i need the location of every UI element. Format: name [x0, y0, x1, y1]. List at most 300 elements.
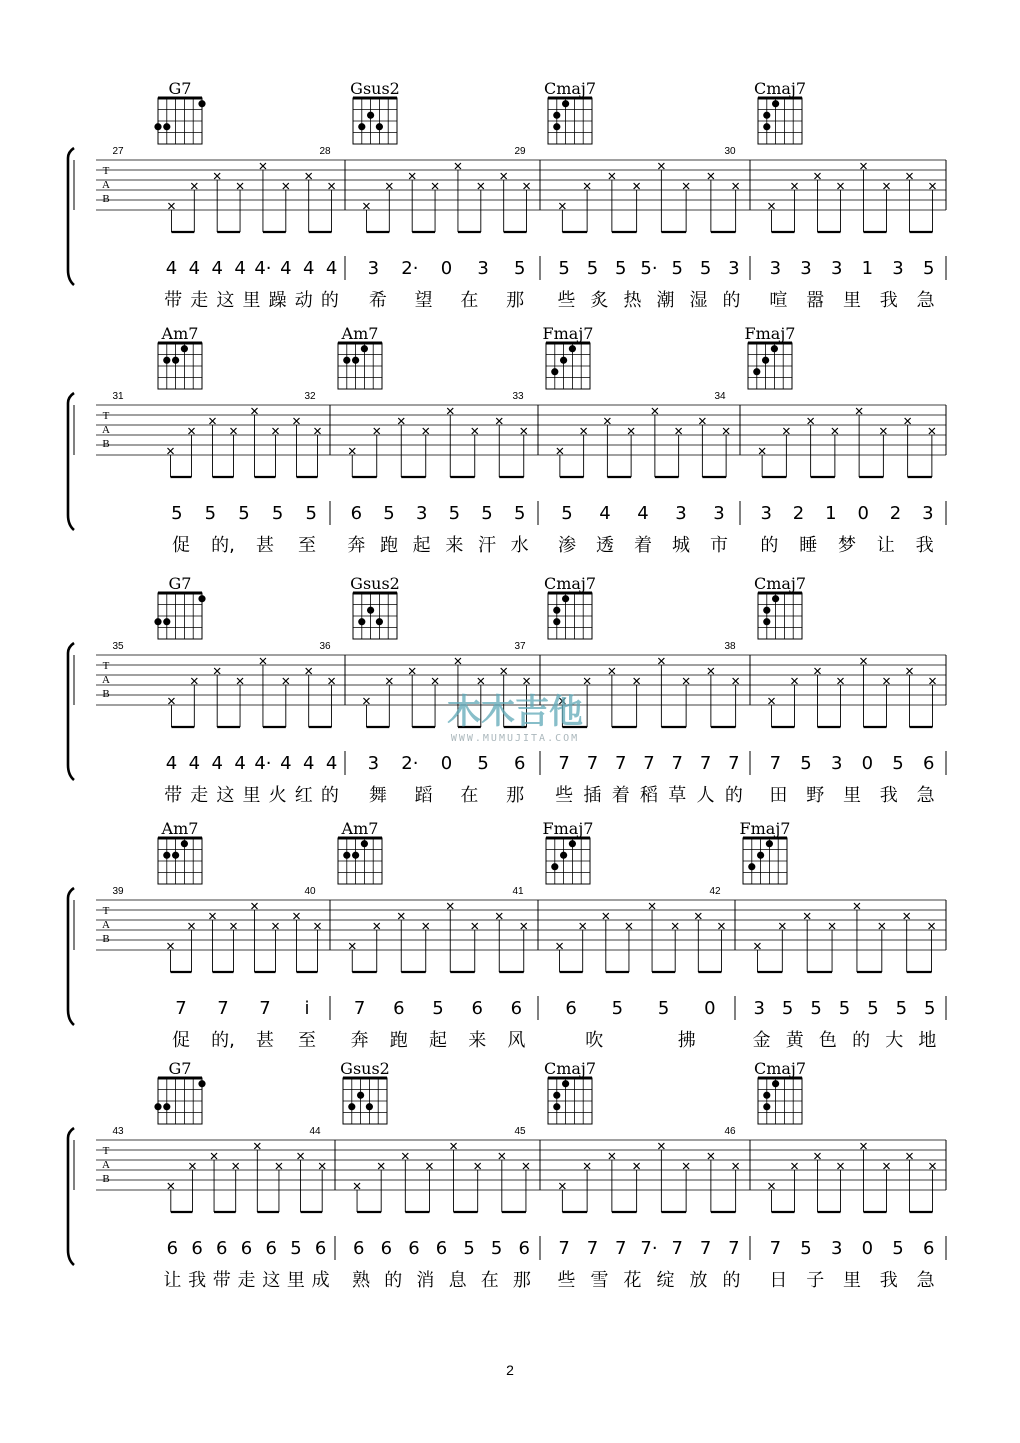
finger-dot: [154, 618, 161, 625]
x-note: [861, 163, 867, 169]
jianpu-note: 3: [892, 258, 904, 279]
jianpu-note: 0: [440, 258, 453, 279]
x-note: [815, 1153, 821, 1159]
x-note: [584, 1163, 590, 1169]
chord-name: Cmaj7: [753, 1059, 807, 1078]
jianpu-note: 5: [204, 503, 217, 524]
system-brace-top: [68, 1128, 74, 1138]
jianpu-note: 6: [265, 1238, 277, 1259]
x-note: [672, 923, 678, 929]
lyric-char: 潮: [656, 290, 675, 311]
lyric-char: 促: [172, 535, 190, 556]
finger-dot: [553, 112, 560, 119]
x-note: [496, 913, 502, 919]
jianpu-note: 6: [408, 1238, 420, 1259]
finger-dot: [553, 607, 560, 614]
system-brace-top: [68, 643, 74, 653]
jianpu-note: 4: [211, 753, 223, 774]
x-note: [907, 668, 913, 674]
lyric-char: 起: [412, 535, 431, 556]
lyric-char: 的,: [211, 1030, 235, 1051]
lyric-char: 急: [916, 290, 935, 311]
jianpu-note: 5: [922, 258, 935, 279]
lyric-char: 汗: [478, 535, 496, 556]
lyric-char: 风: [507, 1030, 526, 1051]
jianpu-note: 6: [435, 1238, 448, 1259]
system-brace-top: [68, 393, 74, 403]
chord-name: Am7: [341, 819, 379, 838]
x-note: [880, 428, 886, 434]
jianpu-note: 7: [769, 753, 782, 774]
chord-diagram: [543, 324, 594, 389]
x-note: [252, 408, 258, 414]
staff-system: [68, 1059, 946, 1291]
lyric-char: 走: [190, 290, 209, 311]
measure-number: 39: [112, 886, 124, 897]
finger-dot: [553, 1092, 560, 1099]
x-note: [769, 698, 775, 704]
x-note: [733, 183, 739, 189]
lyric-char: 在: [460, 290, 479, 311]
x-note: [398, 913, 404, 919]
lyric-char: 炙: [590, 290, 609, 311]
x-note: [237, 183, 243, 189]
x-note: [189, 1163, 195, 1169]
lyric-char: 我: [915, 535, 934, 556]
x-note: [884, 1163, 890, 1169]
finger-dot: [357, 1092, 364, 1099]
x-note: [658, 1143, 664, 1149]
jianpu-note: 7: [353, 998, 366, 1019]
jianpu-note: 6: [350, 503, 363, 524]
jianpu-note: 4: [280, 258, 292, 279]
finger-dot: [772, 1080, 779, 1087]
x-note: [211, 1153, 217, 1159]
lyric-char: 我: [879, 290, 898, 311]
lyric-char: 这: [216, 290, 235, 311]
jianpu-note: 7: [558, 1238, 570, 1259]
jianpu-note: 5: [699, 258, 712, 279]
x-note: [189, 428, 195, 434]
jianpu-note: 5: [800, 753, 812, 774]
lyric-char: 甚: [256, 535, 274, 556]
x-note: [733, 1163, 739, 1169]
chord-name: G7: [168, 79, 192, 98]
x-note: [804, 913, 810, 919]
jianpu-note: 7: [586, 753, 599, 774]
lyric-char: 地: [918, 1030, 937, 1051]
lyric-char: 些: [557, 1270, 576, 1291]
finger-dot: [763, 1092, 770, 1099]
jianpu-note: 6: [922, 1238, 935, 1259]
lyric-char: 促: [172, 1030, 190, 1051]
x-note: [658, 163, 664, 169]
x-note: [273, 428, 279, 434]
x-note: [306, 173, 312, 179]
measure-number: 40: [304, 886, 316, 897]
x-note: [214, 173, 220, 179]
x-note: [832, 428, 838, 434]
x-note: [283, 183, 289, 189]
finger-dot: [562, 595, 569, 602]
x-note: [298, 1153, 304, 1159]
lyric-char: 奔: [350, 1030, 369, 1051]
measure-number: 33: [512, 391, 524, 402]
jianpu-note: 5: [558, 258, 570, 279]
jianpu-note: 7: [175, 998, 187, 1019]
lyric-char: 舞: [368, 785, 387, 806]
jianpu-note: 7: [614, 1238, 627, 1259]
chord-name: Cmaj7: [543, 79, 597, 98]
finger-dot: [569, 840, 576, 847]
x-note: [683, 183, 689, 189]
x-note: [168, 448, 174, 454]
jianpu-note: 0: [861, 1238, 874, 1259]
x-note: [283, 678, 289, 684]
lyric-char: 带: [164, 290, 183, 311]
jianpu-note: 3: [769, 258, 782, 279]
x-note: [609, 668, 615, 674]
x-note: [604, 418, 610, 424]
measure-number: 44: [309, 1126, 321, 1137]
tab-letter: B: [102, 438, 110, 450]
system-brace: [68, 653, 74, 780]
x-note: [723, 428, 729, 434]
x-note: [808, 418, 814, 424]
jianpu-note: 2: [889, 503, 902, 524]
jianpu-note: 5: [383, 503, 395, 524]
lyric-char: 消: [416, 1270, 435, 1291]
lyric-char: 的,: [211, 535, 235, 556]
chord-name: G7: [168, 1059, 192, 1078]
jianpu-note: 3: [367, 753, 380, 774]
jianpu-note: 2·: [401, 258, 419, 279]
jianpu-note: 5: [895, 998, 908, 1019]
jianpu-note: 5: [448, 503, 461, 524]
jianpu-note: 5·: [640, 258, 658, 279]
staff-system: [68, 819, 946, 1051]
finger-dot: [551, 368, 558, 375]
jianpu-note: 6: [393, 998, 405, 1019]
x-note: [252, 903, 258, 909]
jianpu-note: 3: [830, 258, 843, 279]
staff-system: [68, 79, 946, 311]
x-note: [447, 903, 453, 909]
jianpu-note: 3: [753, 998, 765, 1019]
lyric-char: 日: [769, 1270, 788, 1291]
tab-letter: A: [102, 179, 110, 191]
finger-dot: [560, 357, 567, 364]
finger-dot: [172, 852, 179, 859]
x-note: [521, 923, 527, 929]
jianpu-note: 4: [188, 753, 201, 774]
lyric-char: 的: [722, 1270, 741, 1291]
x-note: [447, 408, 453, 414]
finger-dot: [348, 1103, 355, 1110]
chord-diagram: [338, 819, 382, 884]
measure-number: 46: [724, 1126, 736, 1137]
measure-number: 35: [112, 641, 124, 652]
jianpu-note: 6: [380, 1238, 393, 1259]
measure-number: 30: [724, 146, 736, 157]
chord-name: Cmaj7: [543, 1059, 597, 1078]
jianpu-note: 1: [861, 258, 874, 279]
finger-dot: [154, 123, 161, 130]
jianpu-note: 5: [477, 753, 489, 774]
jianpu-note: 4: [325, 258, 338, 279]
x-note: [609, 173, 615, 179]
tab-letter: A: [102, 674, 110, 686]
finger-dot: [352, 852, 359, 859]
jianpu-note: 6: [314, 1238, 327, 1259]
watermark: [430, 684, 600, 744]
jianpu-note: 5: [586, 258, 599, 279]
jianpu-note: 6: [471, 998, 483, 1019]
jianpu-note: 5: [513, 258, 526, 279]
x-note: [374, 428, 380, 434]
x-note: [708, 1153, 714, 1159]
chord-diagram: [350, 79, 400, 144]
x-note: [733, 678, 739, 684]
chord-name: Am7: [161, 324, 199, 343]
jianpu-note: 4: [280, 753, 292, 774]
x-note: [432, 183, 438, 189]
jianpu-note: 7: [671, 1238, 684, 1259]
chord-name: G7: [168, 574, 192, 593]
lyric-char: 蹈: [414, 785, 433, 806]
x-note: [580, 923, 586, 929]
chord-name: Gsus2: [350, 574, 400, 593]
chord-name: Cmaj7: [753, 79, 807, 98]
lyric-char: 插: [583, 785, 602, 806]
x-note: [792, 1163, 798, 1169]
finger-dot: [154, 1103, 161, 1110]
x-note: [907, 173, 913, 179]
jianpu-note: 4: [234, 258, 246, 279]
x-note: [652, 408, 658, 414]
jianpu-note: 7: [217, 998, 229, 1019]
lyric-char: 市: [710, 535, 728, 556]
finger-dot: [562, 1080, 569, 1087]
x-note: [708, 173, 714, 179]
x-note: [557, 448, 563, 454]
x-note: [683, 1163, 689, 1169]
x-note: [315, 428, 321, 434]
jianpu-note: 5: [810, 998, 822, 1019]
tab-letter: T: [102, 410, 110, 422]
finger-dot: [367, 607, 374, 614]
x-note: [676, 428, 682, 434]
x-note: [856, 408, 862, 414]
system-brace: [68, 403, 74, 530]
lyric-char: 睡: [799, 535, 818, 556]
x-note: [374, 923, 380, 929]
tab-letter: A: [102, 919, 110, 931]
lyric-char: 子: [806, 1270, 825, 1291]
tab-letter: T: [102, 165, 110, 177]
jianpu-note: 6: [191, 1238, 203, 1259]
jianpu-note: 4: [188, 258, 201, 279]
lyric-char: 绽: [656, 1270, 675, 1291]
x-note: [478, 183, 484, 189]
chord-name: Am7: [161, 819, 199, 838]
finger-dot: [198, 1080, 205, 1087]
tab-letter: T: [102, 905, 110, 917]
x-note: [884, 183, 890, 189]
jianpu-note: 0: [704, 998, 716, 1019]
lyric-char: 里: [286, 1270, 305, 1291]
jianpu-note: 5: [867, 998, 879, 1019]
measure-number: 37: [514, 641, 526, 652]
x-note: [879, 923, 885, 929]
x-note: [905, 418, 911, 424]
jianpu-note: 5: [838, 998, 851, 1019]
lyric-char: 我: [879, 1270, 898, 1291]
measure-number: 38: [724, 641, 736, 652]
x-note: [260, 163, 266, 169]
x-note: [231, 428, 237, 434]
x-note: [854, 903, 860, 909]
chord-diagram: [154, 574, 205, 639]
x-note: [695, 913, 701, 919]
x-note: [815, 668, 821, 674]
lyric-char: 着: [634, 535, 652, 556]
x-note: [349, 448, 355, 454]
x-note: [658, 658, 664, 664]
x-note: [634, 183, 640, 189]
x-note: [930, 678, 936, 684]
tab-letter: B: [102, 933, 110, 945]
x-note: [315, 923, 321, 929]
lyric-char: 奔: [347, 535, 366, 556]
lyric-char: 来: [445, 535, 464, 556]
x-note: [759, 448, 765, 454]
lyric-char: 水: [510, 535, 529, 556]
lyric-char: 我: [188, 1270, 207, 1291]
staff-system: [68, 324, 946, 556]
measure-number: 36: [319, 641, 331, 652]
chord-name: Fmaj7: [542, 819, 594, 838]
finger-dot: [763, 1103, 770, 1110]
jianpu-note: 3: [800, 258, 812, 279]
finger-dot: [551, 863, 558, 870]
lyric-char: 那: [512, 1270, 531, 1291]
finger-dot: [766, 840, 773, 847]
chord-name: Gsus2: [350, 79, 400, 98]
x-note: [783, 428, 789, 434]
jianpu-note: 7: [728, 1238, 740, 1259]
x-note: [168, 203, 174, 209]
lyric-char: 来: [468, 1030, 487, 1051]
lyric-char: 躁: [268, 290, 287, 311]
x-note: [273, 923, 279, 929]
lyric-char: 里: [843, 290, 861, 311]
x-note: [523, 1163, 529, 1169]
x-note: [904, 913, 910, 919]
lyric-char: 走: [190, 785, 209, 806]
x-note: [168, 943, 174, 949]
tab-letter: B: [102, 193, 110, 205]
finger-dot: [163, 618, 170, 625]
jianpu-note: 6: [166, 1238, 179, 1259]
finger-dot: [553, 1103, 560, 1110]
x-note: [409, 668, 415, 674]
measure-number: 34: [714, 391, 726, 402]
chord-name: Am7: [341, 324, 379, 343]
lyric-char: 金: [752, 1030, 771, 1051]
finger-dot: [762, 357, 769, 364]
x-note: [792, 678, 798, 684]
jianpu-note: 5: [611, 998, 624, 1019]
jianpu-note: 6: [353, 1238, 365, 1259]
measure-number: 31: [112, 391, 124, 402]
finger-dot: [163, 123, 170, 130]
system-brace: [68, 1138, 74, 1265]
lyric-char: 带: [164, 785, 183, 806]
jianpu-note: 7: [586, 1238, 599, 1259]
system-brace-top: [68, 888, 74, 898]
jianpu-note: 5: [171, 503, 183, 524]
x-note: [634, 1163, 640, 1169]
x-note: [276, 1163, 282, 1169]
lyric-char: 带: [212, 1270, 231, 1291]
lyric-char: 里: [242, 290, 261, 311]
x-note: [472, 923, 478, 929]
x-note: [559, 203, 565, 209]
watermark-url: WWW.MUMUJITA.COM: [450, 733, 580, 744]
finger-dot: [361, 840, 368, 847]
finger-dot: [771, 345, 778, 352]
lyric-char: 的: [384, 1270, 403, 1291]
jianpu-note: 4·: [254, 258, 272, 279]
jianpu-note: 3: [415, 503, 428, 524]
x-note: [426, 1163, 432, 1169]
jianpu-note: 0: [857, 503, 869, 524]
x-note: [603, 913, 609, 919]
system-brace: [68, 898, 74, 1025]
lyric-char: 草: [668, 785, 687, 806]
lyric-char: 火: [268, 785, 287, 806]
jianpu-note: 6: [240, 1238, 253, 1259]
x-note: [699, 418, 705, 424]
tab-letter: B: [102, 1173, 110, 1185]
finger-dot: [358, 123, 365, 130]
x-note: [191, 678, 197, 684]
lyric-char: 城: [672, 535, 690, 556]
lyric-char: 湿: [689, 290, 708, 311]
lyric-char: 急: [916, 1270, 935, 1291]
x-note: [838, 678, 844, 684]
lyric-char: 动: [294, 290, 313, 311]
lyric-char: 跑: [389, 1030, 408, 1051]
jianpu-note: 5: [432, 998, 444, 1019]
chord-name: Cmaj7: [543, 574, 597, 593]
finger-dot: [163, 357, 170, 364]
jianpu-note: 1: [825, 503, 837, 524]
jianpu-note: 3: [760, 503, 772, 524]
x-note: [349, 943, 355, 949]
lyric-char: 成: [311, 1270, 330, 1291]
lyric-char: 稻: [640, 785, 658, 806]
x-note: [769, 1183, 775, 1189]
finger-dot: [366, 1103, 373, 1110]
lyric-char: 吹: [585, 1030, 604, 1051]
lyric-char: 些: [555, 785, 574, 806]
x-note: [329, 678, 335, 684]
jianpu-note: 3: [830, 1238, 843, 1259]
jianpu-note: 4: [302, 753, 315, 774]
chord-name: Cmaj7: [753, 574, 807, 593]
